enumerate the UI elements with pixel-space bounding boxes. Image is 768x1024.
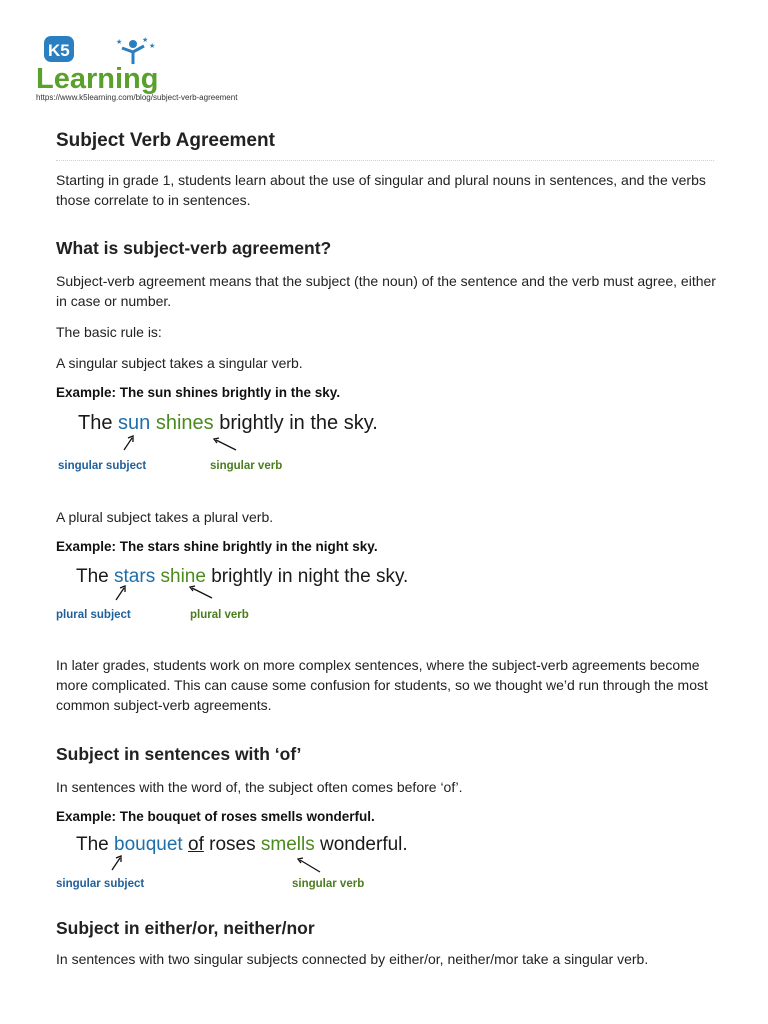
subject-arrow <box>112 858 120 870</box>
title-divider <box>56 160 714 161</box>
example-figure-singular <box>56 410 656 480</box>
logo-wordmark: Learning <box>36 63 159 94</box>
highlighted-verb: shine <box>160 566 206 587</box>
logo-figure-head <box>129 40 137 48</box>
subject-arrow <box>124 438 132 450</box>
plural-verb-label: plural verb <box>190 609 249 621</box>
highlighted-subject: stars <box>114 566 156 587</box>
example-figure-of <box>56 834 656 904</box>
singular-subject-label: singular subject <box>58 460 147 472</box>
verb-arrow <box>300 860 320 872</box>
sentence-text: The <box>78 412 119 434</box>
logo-star-icon: ★ <box>142 37 149 44</box>
logo-star-icon: ★ <box>149 43 156 50</box>
sentence-text: brightly in night the sky. <box>205 566 409 587</box>
logo-graphic <box>36 34 186 94</box>
section-heading-either-or: Subject in either/or, neither/nor <box>56 918 315 938</box>
example-label: Example: The sun shines brightly in the sky. <box>56 385 341 400</box>
logo-star-icon: ★ <box>116 39 123 46</box>
k5-learning-logo[interactable] <box>36 34 186 94</box>
sentence-text: The <box>76 834 115 855</box>
plural-subject-label: plural subject <box>56 609 131 621</box>
sentence-text: brightly in the sky. <box>213 412 378 434</box>
sentence-text: wonderful. <box>314 834 408 855</box>
subject-arrow <box>116 588 124 600</box>
example-figure-plural <box>56 566 656 636</box>
logo-badge-text: K5 <box>48 41 70 60</box>
pointer-arrows <box>56 834 656 904</box>
singular-verb-label: singular verb <box>292 878 365 890</box>
example-label: Example: The bouquet of roses smells wonderful. <box>56 809 375 824</box>
logo-figure-body <box>122 46 144 64</box>
complex-sentences-paragraph: In later grades, students work on more complex sentences, where the subject-verb agreements become more complicated. This can cause some confusion for students, so we thought we’d run through the most common subject-verb agreements. <box>56 657 708 713</box>
page-url[interactable]: https://www.k5learning.com/blog/subject-verb-agreement <box>36 93 238 102</box>
section-heading-what-is: What is subject-verb agreement? <box>56 238 332 258</box>
definition-paragraph: Subject-verb agreement means that the subject (the noun) of the sentence and the verb must agree, either in case or number. <box>56 273 716 309</box>
section-heading-of: Subject in sentences with ‘of’ <box>56 744 302 764</box>
highlighted-subject: sun <box>118 412 151 434</box>
verb-arrow <box>216 440 236 450</box>
singular-rule-paragraph: A singular subject takes a singular verb. <box>56 355 303 371</box>
highlighted-verb: shines <box>155 412 214 434</box>
underlined-of: of <box>188 834 204 855</box>
singular-subject-label: singular subject <box>56 878 145 890</box>
sentence-text: The <box>76 566 115 587</box>
singular-verb-label: singular verb <box>210 460 283 472</box>
intro-paragraph: Starting in grade 1, students learn about the use of singular and plural nouns in sentences, and the verbs those correlate to in sentences. <box>56 172 706 208</box>
example-label: Example: The stars shine brightly in the night sky. <box>56 539 378 554</box>
either-or-paragraph: In sentences with two singular subjects connected by either/or, neither/mor take a singular verb. <box>56 951 649 967</box>
page-title: Subject Verb Agreement <box>56 130 275 151</box>
basic-rule-paragraph: The basic rule is: <box>56 324 162 340</box>
sentence-text: roses <box>203 834 261 855</box>
highlighted-verb: smells <box>260 834 315 855</box>
highlighted-subject: bouquet <box>114 834 183 855</box>
plural-rule-paragraph: A plural subject takes a plural verb. <box>56 509 274 525</box>
pointer-arrows <box>56 566 656 636</box>
verb-arrow <box>192 588 212 598</box>
of-rule-paragraph: In sentences with the word of, the subject often comes before ‘of’. <box>56 779 463 795</box>
